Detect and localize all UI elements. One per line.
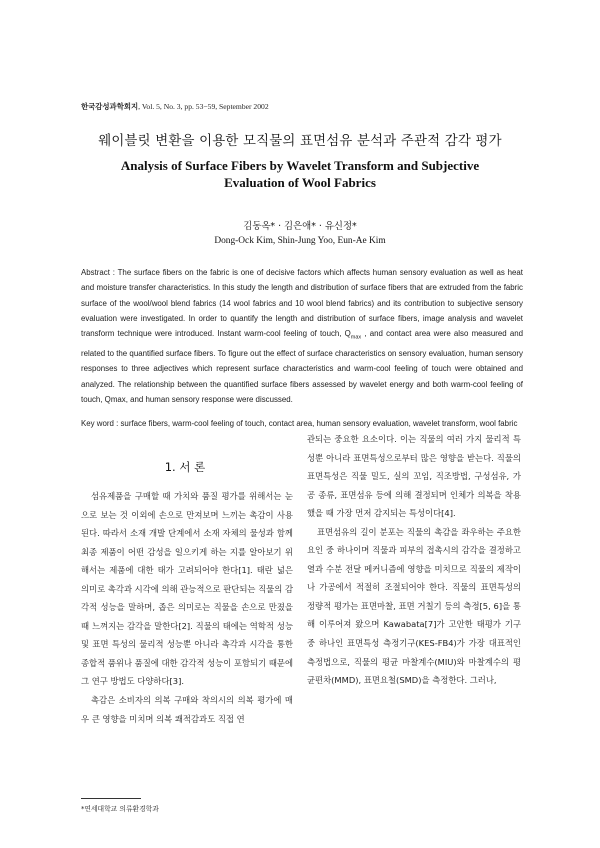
- footnote-affiliation: *연세대학교 의류환경학과: [81, 805, 159, 813]
- body-column-left: [81, 487, 293, 728]
- body-paragraph: 촉감은 소비자의 의복 구매와 착의시의 의복 평가에 매우 큰 영향을 미치며 의복 쾌적감과도 직접 연: [81, 695, 293, 724]
- journal-citation: [81, 101, 269, 112]
- keywords-text: : surface fibers, warm-cool feeling of touch, contact area, human sensory evaluation, wavelet transform, wool fabric: [113, 419, 518, 428]
- abstract-text-part1: : The surface fibers on the fabric is one of decisive factors which affects human sensory evaluation as well as heat and moisture transfer characteristics. In this study the length and distribution of surface fibers that are extruded from the fabric surface of the wool/wool blend fabrics (14 wool fabrics and 10 wool blend fabrics) and its contribution to subjective sensory evaluation were investigated. In order to quantify the length and distribution of surface fibers, image analysis and wavelet transform technique were introduced. Instant warm-cool feeling of touch, Q: [81, 268, 523, 339]
- abstract: [81, 265, 523, 407]
- body-paragraph: 섬유제품을 구매할 때 가치와 품질 평가를 위해서는 눈으로 보는 것 이외에 손으로 만져보며 느끼는 촉감이 사용된다. 따라서 소재 개발 단계에서 소재 자체의 물성과 함께 최종 제품이 어떤 감성을 일으키게 하는 지를 알아보기 위해서는 제품에 대한 태가 고려되어야 한다[1]. 태란 넓은 의미로 촉각과 시각에 의해 관능적으로 판단되는 직물의 감각적 성능을 말하며, 좁은 의미로는 직물을 손으로 만졌을 때 느껴지는 감각을 말한다[2]. 직물의 태에는 역학적 성능 및 표면 특성의 물리적 성능뿐 아니라 촉각과 시각을 통한 종합적 품위나 품질에 대한 감각적 성능이 포함되기 때문에 그 연구 방법도 다양하다[3].: [81, 491, 294, 687]
- authors-korean: 김동옥* · 김은애* · 유신정*: [243, 221, 357, 232]
- title-korean: 웨이블릿 변환을 이용한 모직물의 표면섬유 분석과 주관적 감각 평가: [98, 134, 502, 149]
- body-paragraph: 표면섬유의 길이 분포는 직물의 촉감을 좌우하는 주요한 요인 중 하나이며 직물과 피부의 접촉시의 감각을 결정하고 열과 수분 전달 메커니즘에 영향을 미치므로 직물의 제작이나 가공에서 적절히 조절되어야 한다. 직물의 표면특성의 정량적 평가는 표면마찰, 표면 거칠기 등의 측정[5, 6]을 통해 이루어져 왔으며 Kawabata[7]가 고안한 태평가 기구 중 하나인 표면특성 측정기구(KES-FB4)가 가장 대표적인 측정법으로, 직물의 평균 마찰계수(MIU)와 마찰계수의 평균편차(MMD), 표면요철(SMD)을 측정한다. 그러나,: [307, 526, 521, 686]
- footnote-divider: [81, 798, 141, 799]
- keywords-label: Key word: [81, 419, 114, 428]
- journal-volume-info: , Vol. 5, No. 3, pp. 53−59, September 2002: [138, 102, 269, 111]
- authors-english: Dong-Ock Kim, Shin-Jung Yoo, Eun-Ae Kim: [214, 236, 386, 246]
- body-column-right: [307, 430, 521, 690]
- title-english: Analysis of Surface Fibers by Wavelet Transform and Subjective Evaluation of Wool Fabrics: [120, 158, 480, 190]
- section-heading-introduction: 1. 서 론: [164, 460, 206, 474]
- body-paragraph: 관되는 중요한 요소이다. 이는 직물의 여러 가지 물리적 특성뿐 아니라 표면특성으로부터 많은 영향을 받는다. 직물의 표면특성은 직물 밀도, 실의 꼬임, 직조방법, 구성섬유, 가공 종류, 표면섬유 등에 의해 결정되며 인체가 의복을 착용했을 때 가장 먼저 감지되는 특성이다[4].: [307, 434, 521, 519]
- abstract-text-part2: , and contact area were also measured and related to the quantified surface fibers. To figure out the effect of surface characteristics on sensory evaluation, human sensory responses to three adjectives which represent surface characteristics and warm-cool feeling of touch were obtained and analyzed. The relationship between the quantified surface fibers assessed by wavelet energy and both warm-cool feeling of touch, Qmax, and human sensory response were discussed.: [81, 329, 523, 404]
- abstract-subscript: max: [350, 334, 362, 341]
- journal-name: 한국감성과학회지: [81, 102, 139, 111]
- abstract-label: Abstract: [81, 268, 110, 277]
